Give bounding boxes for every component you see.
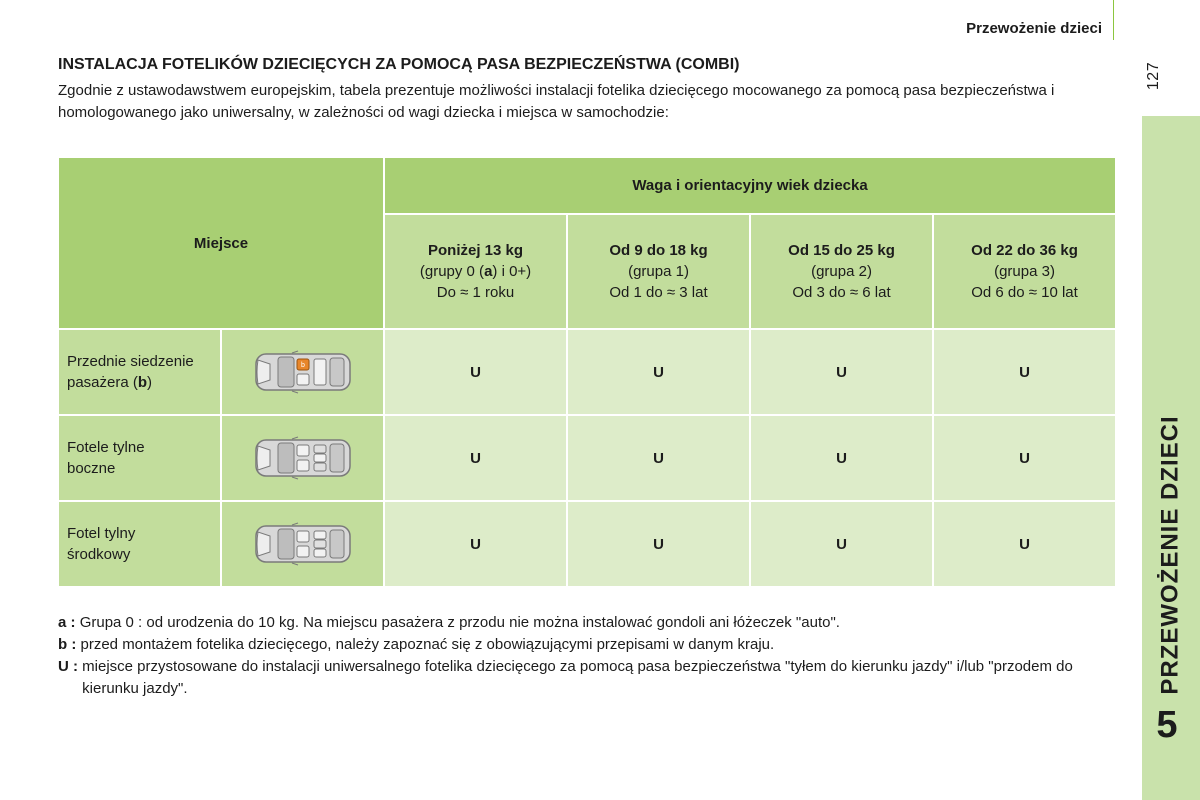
page-title: INSTALACJA FOTELIKÓW DZIECIĘCYCH ZA POMOCĄ PASA BEZPIECZEŃSTWA (COMBI) bbox=[58, 56, 740, 73]
group-label: (grupy 0 (a) i 0+) bbox=[419, 263, 532, 280]
table-row bbox=[58, 415, 1116, 501]
car-top-view-icon bbox=[254, 350, 352, 394]
compatibility-cell: U bbox=[567, 329, 750, 415]
age-range: Od 1 do ≈ 3 lat bbox=[609, 284, 708, 301]
footnote-text: Grupa 0 : od urodzenia do 10 kg. Na miejscu pasażera z przodu nie można instalować gondoli ani łóżeczek "auto". bbox=[79, 614, 840, 631]
footnote-text: miejsce przystosowane do instalacji uniwersalnego fotelika dziecięcego za pomocą pasa bezpieczeństwa "tyłem do kierunku jazdy" i/lub "przodem do kierunku jazdy". bbox=[82, 658, 1073, 697]
chapter-number: 5 bbox=[1156, 704, 1178, 746]
weight-range: Od 9 do 18 kg bbox=[609, 242, 708, 259]
compatibility-cell: U bbox=[384, 501, 567, 587]
section-header: Przewożenie dzieci bbox=[966, 20, 1102, 37]
footnote bbox=[58, 656, 1118, 700]
compatibility-cell: U bbox=[750, 329, 933, 415]
compatibility-cell: U bbox=[567, 415, 750, 501]
footnote-ref: b bbox=[137, 374, 148, 391]
compatibility-cell: U bbox=[384, 415, 567, 501]
car-diagram-cell bbox=[221, 501, 384, 587]
seat-label: Przednie siedzenie pasażera (b) bbox=[58, 329, 221, 415]
seat-label: Fotele tylne boczne bbox=[58, 415, 221, 501]
intro-paragraph: Zgodnie z ustawodawstwem europejskim, tabela prezentuje możliwości instalacji fotelika dziecięcego mocowanego za pomocą pasa bezpieczeństwa i homologowanego jako uniwersalny, w zależności od wagi dziecka i miejsca w samochodzie: bbox=[58, 82, 1055, 121]
age-range: Od 6 do ≈ 10 lat bbox=[971, 284, 1078, 301]
footnotes bbox=[58, 612, 1118, 700]
footnote-key: a : bbox=[58, 614, 80, 631]
group-label: (grupa 2) bbox=[811, 263, 872, 280]
weight-column-header bbox=[750, 214, 933, 329]
group-label: (grupa 1) bbox=[628, 263, 689, 280]
car-top-view-icon bbox=[254, 522, 352, 566]
page-number bbox=[1142, 58, 1166, 94]
header-divider bbox=[1113, 0, 1114, 40]
group-label: (grupa 3) bbox=[994, 263, 1055, 280]
weight-column-header bbox=[567, 214, 750, 329]
page-number-text: 127 bbox=[1145, 61, 1163, 91]
weight-range: Od 15 do 25 kg bbox=[788, 242, 895, 259]
car-top-view-icon bbox=[254, 436, 352, 480]
footnote bbox=[58, 612, 1118, 634]
compatibility-cell: U bbox=[933, 415, 1116, 501]
chapter-title-text: PRZEWOŻENIE DZIECI bbox=[1157, 415, 1184, 695]
chapter-title bbox=[1142, 410, 1200, 700]
car-diagram-cell bbox=[221, 415, 384, 501]
compatibility-cell: U bbox=[750, 501, 933, 587]
table-row bbox=[58, 501, 1116, 587]
child-seat-table bbox=[57, 156, 1117, 588]
weight-range: Poniżej 13 kg bbox=[427, 242, 524, 259]
footnote-ref: a bbox=[484, 263, 493, 280]
compatibility-cell: U bbox=[933, 501, 1116, 587]
table-row bbox=[58, 329, 1116, 415]
weight-header: Waga i orientacyjny wiek dziecka bbox=[384, 157, 1116, 214]
compatibility-cell: U bbox=[384, 329, 567, 415]
age-range: Od 3 do ≈ 6 lat bbox=[792, 284, 891, 301]
age-range: Do ≈ 1 roku bbox=[436, 284, 515, 301]
place-header: Miejsce bbox=[58, 157, 384, 329]
weight-range: Od 22 do 36 kg bbox=[971, 242, 1078, 259]
compatibility-cell: U bbox=[567, 501, 750, 587]
footnote bbox=[58, 634, 1118, 656]
footnote-key: U : bbox=[58, 658, 83, 675]
weight-column-header bbox=[384, 214, 567, 329]
compatibility-cell: U bbox=[750, 415, 933, 501]
weight-column-header bbox=[933, 214, 1116, 329]
seat-label: Fotel tylny środkowy bbox=[58, 501, 221, 587]
footnote-key: b : bbox=[58, 636, 81, 653]
compatibility-cell: U bbox=[933, 329, 1116, 415]
svg-text:b: b bbox=[300, 362, 305, 369]
footnote-text: przed montażem fotelika dziecięcego, należy zapoznać się z obowiązującymi przepisami w danym kraju. bbox=[80, 636, 775, 653]
car-diagram-cell bbox=[221, 329, 384, 415]
